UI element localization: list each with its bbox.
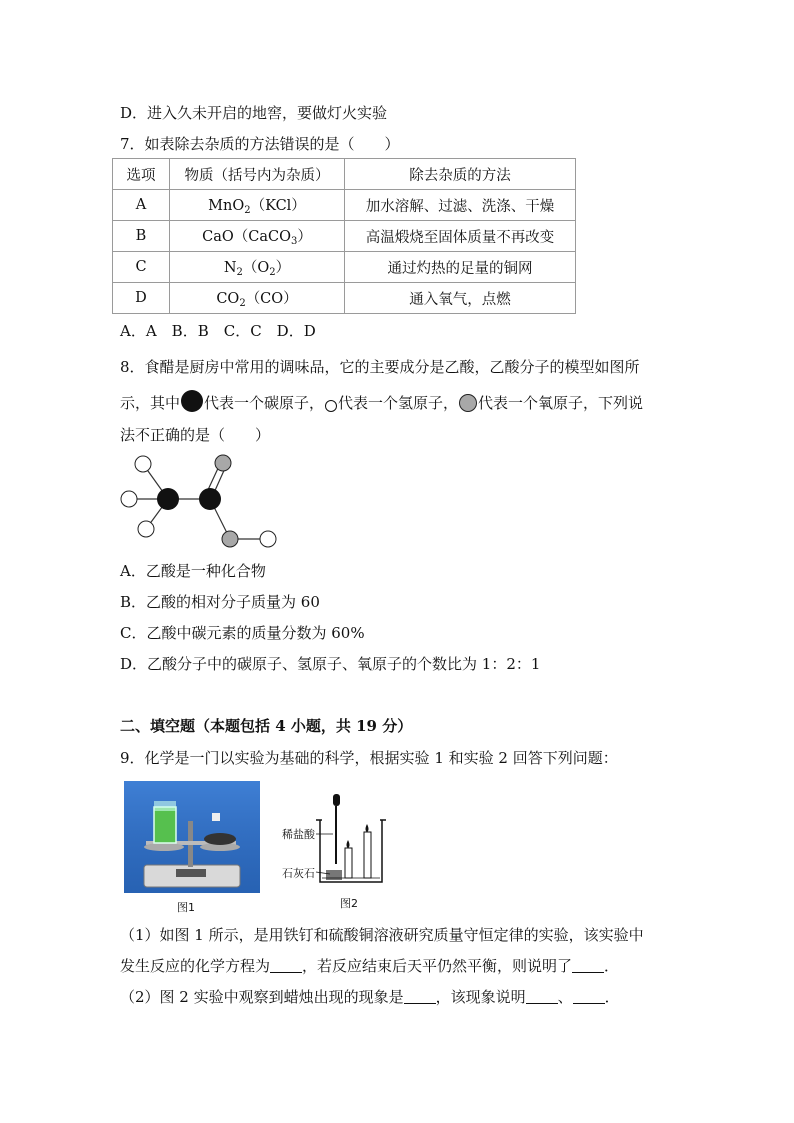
carbon-atom	[157, 488, 179, 510]
table-row	[113, 283, 576, 314]
table-header-row	[113, 159, 576, 190]
figure1-caption: 图1	[177, 901, 195, 914]
acetic-acid-molecule-diagram	[116, 452, 286, 552]
hydrogen-atom	[260, 531, 276, 547]
label-dilute-hcl: 稀盐酸	[282, 828, 315, 841]
row-substance: $CO_2(CO)$	[170, 283, 345, 314]
answer-blank[interactable]	[573, 989, 605, 1004]
hydrogen-atom-icon	[324, 398, 338, 418]
q8-option-a: A．乙酸是一种化合物	[120, 562, 266, 580]
table-row	[113, 221, 576, 252]
q9-part1-line1: （1）如图 1 所示，是用铁钉和硫酸铜溶液研究质量守恒定律的实验，该实验中	[120, 926, 644, 944]
answer-blank[interactable]	[404, 989, 436, 1004]
row-method: 高温煅烧至固体质量不再改变	[345, 221, 576, 252]
row-substance: MnO$_2$（KCl）	[170, 190, 345, 221]
q9-part2: （2）图 2 实验中观察到蜡烛出现的现象是 ，该现象说明 、 ．	[120, 988, 620, 1006]
q9-stem: 9．化学是一门以实验为基础的科学，根据实验 1 和实验 2 回答下列问题：	[120, 749, 618, 767]
q6-option-d: D．进入久未开启的地窖，要做灯火实验	[120, 104, 388, 122]
answer-blank[interactable]	[526, 989, 558, 1004]
answer-blank[interactable]	[572, 958, 604, 973]
figure2-caption: 图2	[340, 897, 358, 910]
table-row	[113, 252, 576, 283]
q8-stem-line2: 示，其中 代表一个碳原子， 代表一个氢原子， 代表一个氧原子，下列说	[120, 389, 643, 418]
q8-option-c: C．乙酸中碳元素的质量分数为 60%	[120, 624, 365, 642]
q9-part1-line2: 发生反应的化学方程为 ，若反应结束后天平仍然平衡，则说明了 ．	[120, 957, 620, 975]
oxygen-atom	[215, 455, 231, 471]
section-title: 二、填空题（本题包括 4 小题，共 19 分）	[120, 717, 413, 735]
q8-stem-line1: 8．食醋是厨房中常用的调味品，它的主要成分是乙酸，乙酸分子的模型如图所	[120, 358, 640, 376]
balance-experiment-photo	[124, 781, 260, 893]
impurity-table	[112, 158, 576, 314]
answer-blank[interactable]	[270, 958, 302, 973]
header-option: 选项	[113, 159, 170, 190]
oxygen-atom-icon	[458, 393, 478, 418]
row-substance: $N_2(O_2)$	[170, 252, 345, 283]
row-option: C	[113, 252, 170, 283]
hydrogen-atom	[121, 491, 137, 507]
row-option: D	[113, 283, 170, 314]
row-option: A	[113, 190, 170, 221]
row-method: 通入氧气，点燃	[345, 283, 576, 314]
carbon-atom	[199, 488, 221, 510]
table-row	[113, 190, 576, 221]
row-method: 通过灼热的足量的铜网	[345, 252, 576, 283]
header-substance: 物质（括号内为杂质）	[170, 159, 345, 190]
q8-option-d: D．乙酸分子中的碳原子、氢原子、氧原子的个数比为 1：2：1	[120, 655, 541, 673]
row-method: 加水溶解、过滤、洗涤、干燥	[345, 190, 576, 221]
label-limestone: 石灰石	[282, 867, 315, 880]
q7-answers: A．A B．B C．C D．D	[120, 322, 316, 340]
row-substance: CaO（CaCO$_3$）	[170, 221, 345, 252]
hydrogen-atom	[135, 456, 151, 472]
q8-option-b: B．乙酸的相对分子质量为 60	[120, 593, 320, 611]
header-method: 除去杂质的方法	[345, 159, 576, 190]
q7-stem: 7．如表除去杂质的方法错误的是（ ）	[120, 135, 400, 153]
oxygen-atom	[222, 531, 238, 547]
hydrogen-atom	[138, 521, 154, 537]
carbon-atom-icon	[180, 389, 204, 418]
q8-stem-line3: 法不正确的是（ ）	[120, 426, 271, 444]
row-option: B	[113, 221, 170, 252]
